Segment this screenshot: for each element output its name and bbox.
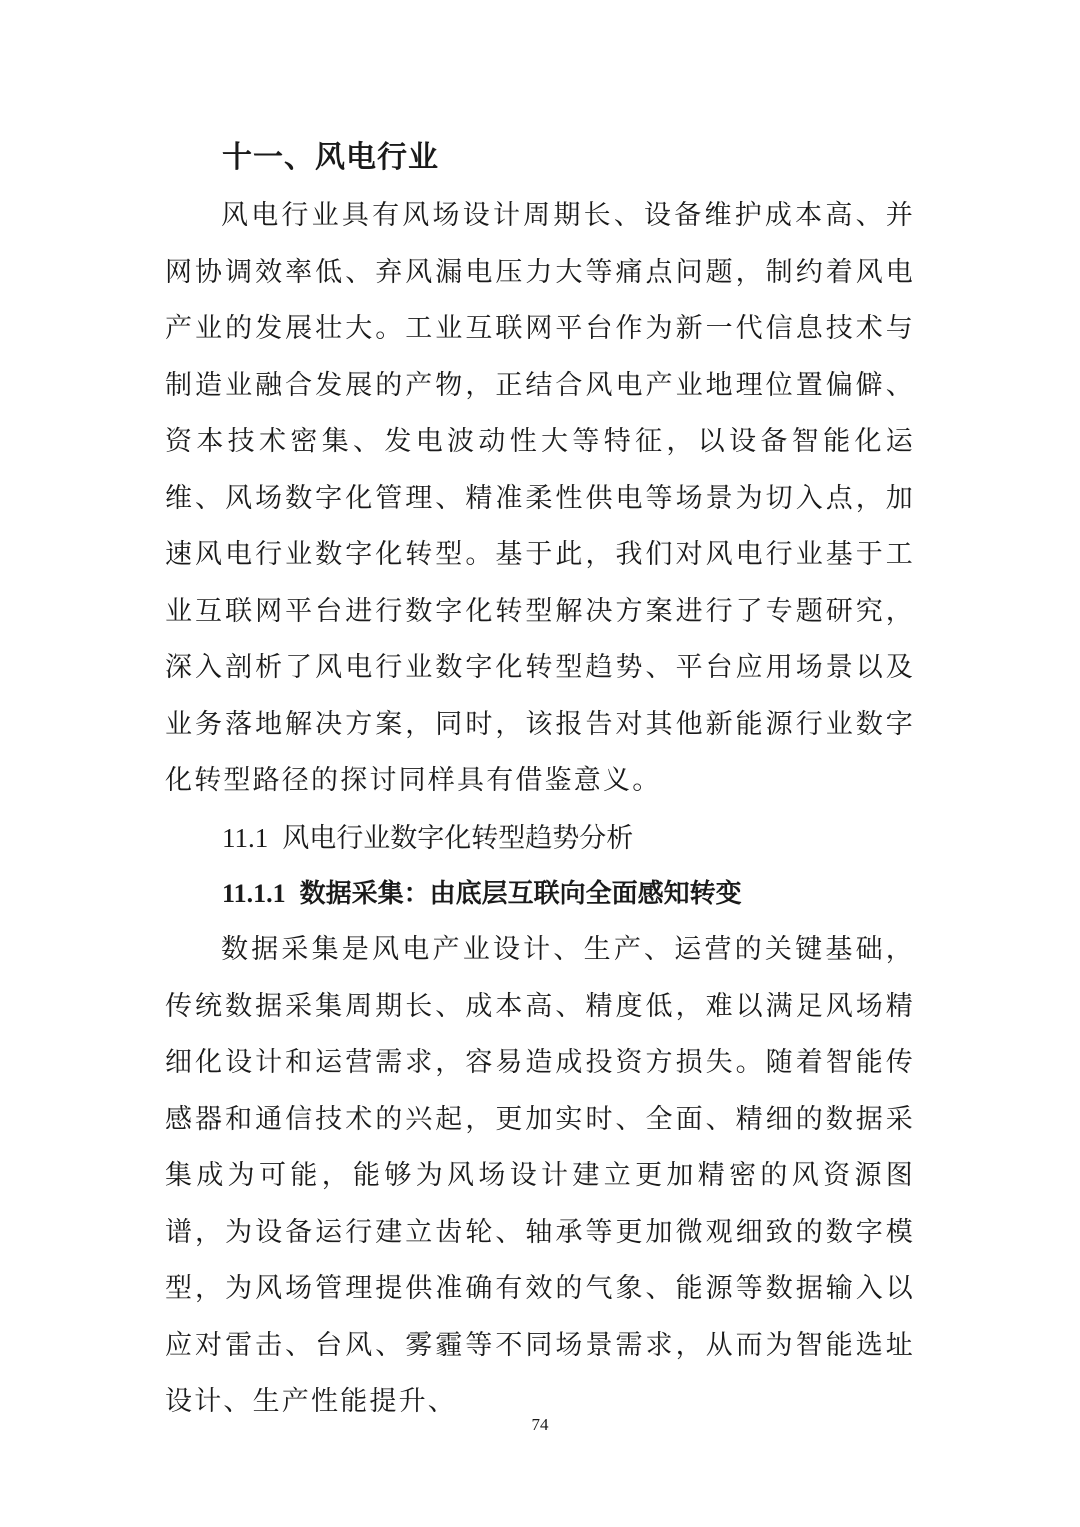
section-title: 十一、风电行业: [222, 140, 439, 175]
intro-paragraph: 风电行业具有风场设计周期长、设备维护成本高、并网协调效率低、弃风漏电压力大等痛点问题，制约着风电产业的发展壮大。工业互联网平台作为新一代信息技术与制造业融合发展的产物，正结合风电产业地理位置偏僻、资本技术密集、发电波动性大等特征，以设备智能化运维、风场数字化管理、精准柔性供电等场景为切入点，加速风电行业数字化转型。基于此，我们对风电行业基于工业互联网平台进行数字化转型解决方案进行了专题研究，深入剖析了风电行业数字化转型趋势、平台应用场景以及业务落地解决方案，同时，该报告对其他新能源行业数字化转型路径的探讨同样具有借鉴意义。: [165, 200, 915, 796]
body-paragraph: 数据采集是风电产业设计、生产、运营的关键基础，传统数据采集周期长、成本高、精度低，难以满足风场精细化设计和运营需求，容易造成投资方损失。随着智能传感器和通信技术的兴起，更加实时、全面、精细的数据采集成为可能，能够为风场设计建立更加精密的风资源图谱，为设备运行建立齿轮、轴承等更加微观细致的数字模型，为风场管理提供准确有效的气象、能源等数据输入以应对雷击、台风、雾霾等不同场景需求，从而为智能选址设计、生产性能提升、: [165, 934, 915, 1417]
subsection-title: 风电行业数字化转型趋势分析: [282, 823, 634, 854]
page-number: 74: [531, 1415, 549, 1434]
subsubsection-heading: [222, 870, 742, 918]
subsection-number: 11.1: [222, 823, 269, 853]
subsubsection-title: 数据采集：由底层互联向全面感知转变: [299, 879, 742, 909]
subsection-heading: [222, 814, 633, 863]
subsubsection-number: 11.1.1: [222, 879, 286, 908]
